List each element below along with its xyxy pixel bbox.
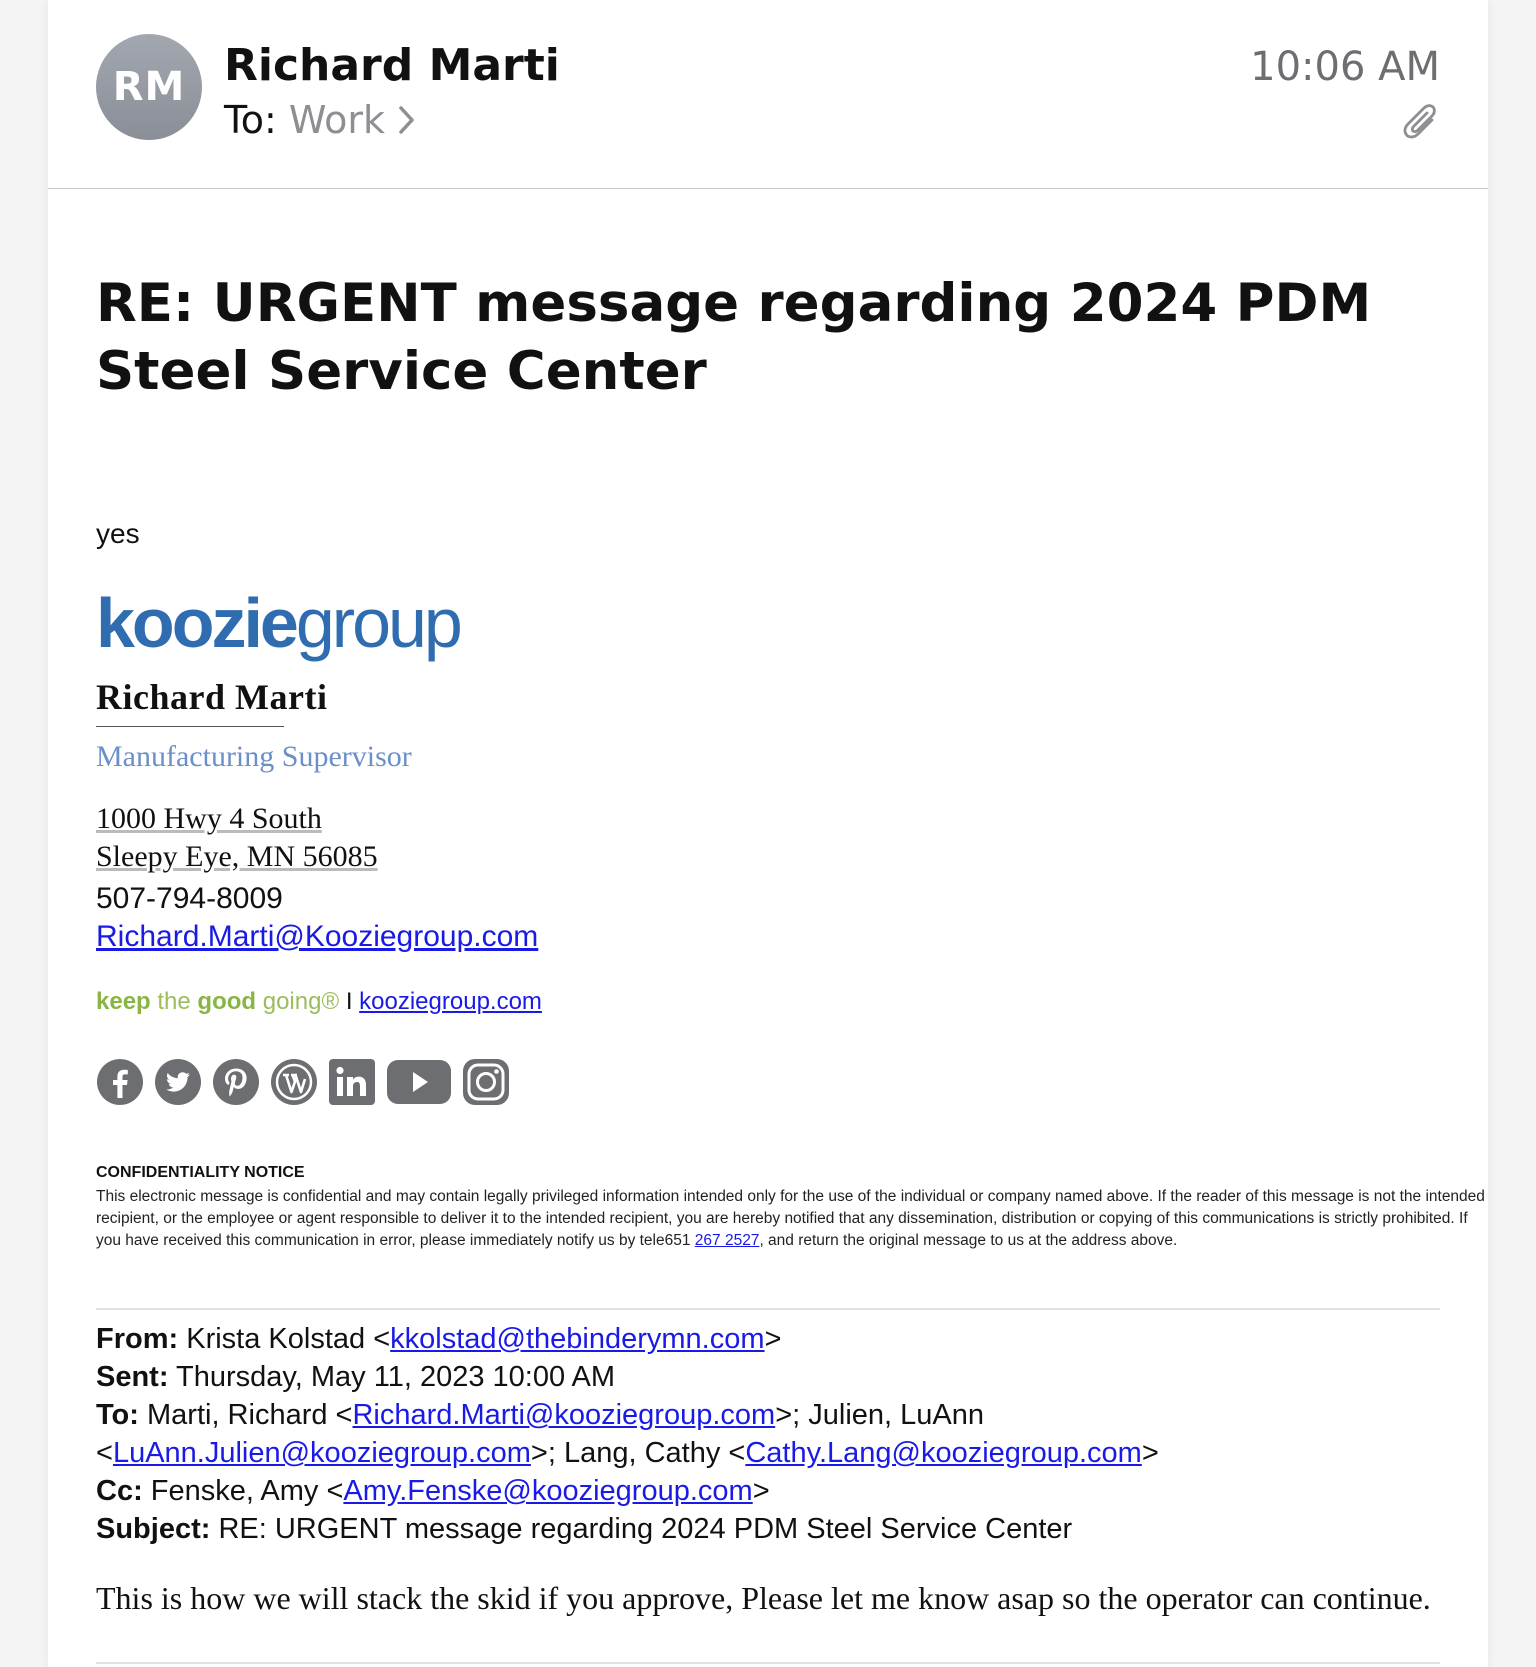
quoted-to-email-link-2[interactable]: LuAnn.Julien@kooziegroup.com [112, 1437, 531, 1469]
logo-bold-text: koozie [96, 584, 296, 662]
tagline-good: good [197, 988, 257, 1015]
quoted-cc-close: > [752, 1475, 770, 1507]
company-logo [96, 584, 460, 662]
quoted-to-line [96, 1396, 1456, 1472]
signature-name: Richard Marti [96, 677, 328, 717]
confidentiality-heading: CONFIDENTIALITY NOTICE [96, 1164, 305, 1181]
facebook-icon[interactable] [96, 1058, 144, 1106]
logo-light-text: group [295, 584, 460, 662]
paperclip-icon[interactable] [1402, 102, 1440, 142]
quoted-subject-value: RE: URGENT message regarding 2024 PDM Steel Service Center [218, 1513, 1073, 1545]
quoted-subject-line [96, 1510, 1456, 1548]
quoted-from-name: Krista Kolstad < [186, 1323, 391, 1355]
tagline-the: the [157, 988, 191, 1015]
tagline-keep: keep [96, 988, 151, 1015]
message-header [48, 0, 1488, 189]
confidentiality-text-after: , and return the original message to us at the address above. [759, 1232, 1178, 1249]
quoted-cc-label: Cc: [96, 1475, 143, 1507]
recipient-line[interactable] [224, 98, 417, 142]
email-message [48, 0, 1488, 1667]
quoted-from-email-link[interactable]: kkolstad@thebinderymn.com [390, 1323, 765, 1355]
signature-email-link[interactable]: Richard.Marti@Kooziegroup.com [96, 920, 539, 953]
message-body: yes [96, 518, 140, 549]
pinterest-icon[interactable] [212, 1058, 260, 1106]
confidentiality-text-before: This electronic message is confidential and may contain legally privileged information intended only for the use of the individual or company named above. If the reader of this message is not the intended recipient, or the employee or agent responsible to deliver it to the intended recipient, you are hereby notified that any dissemination, distribution or copying of this communications is strictly prohibited. If you have received this communication in error, please immediately notify us by tele651 [96, 1188, 1485, 1249]
quoted-sent-line [96, 1358, 1456, 1396]
confidentiality-phone-link[interactable]: 267 2527 [694, 1232, 760, 1249]
quoted-sent-value: Thursday, May 11, 2023 10:00 AM [176, 1361, 616, 1393]
quoted-divider [96, 1308, 1440, 1310]
quoted-to-email-link-3[interactable]: Cathy.Lang@kooziegroup.com [745, 1437, 1142, 1469]
youtube-icon[interactable] [386, 1058, 452, 1106]
social-links [96, 1058, 510, 1106]
quoted-from-close: > [764, 1323, 782, 1355]
quoted-cc-name: Fenske, Amy < [150, 1475, 344, 1507]
chevron-right-icon[interactable] [397, 104, 417, 136]
twitter-icon[interactable] [154, 1058, 202, 1106]
address-line-1[interactable]: 1000 Hwy 4 South [96, 802, 322, 835]
sender-name[interactable]: Richard Marti [224, 40, 560, 91]
quoted-to-email-link-1[interactable]: Richard.Marti@kooziegroup.com [352, 1399, 776, 1431]
linkedin-icon[interactable] [328, 1058, 376, 1106]
quoted-cc-email-link[interactable]: Amy.Fenske@kooziegroup.com [343, 1475, 753, 1507]
quoted-body: This is how we will stack the skid if you approve, Please let me know asap so the operator can continue. [96, 1580, 1431, 1616]
quoted-to-label: To: [96, 1399, 139, 1431]
signature-title: Manufacturing Supervisor [96, 740, 412, 773]
wordpress-icon[interactable] [270, 1058, 318, 1106]
signature-phone[interactable]: 507-794-8009 [96, 882, 283, 915]
bottom-divider [96, 1662, 1440, 1664]
address-line-2[interactable]: Sleepy Eye, MN 56085 [96, 840, 378, 873]
quoted-to-sep-2: >; Lang, Cathy < [530, 1437, 746, 1469]
message-time: 10:06 AM [1250, 44, 1440, 90]
signature-tagline [96, 988, 542, 1016]
quoted-header [96, 1320, 1456, 1548]
tagline-going: going® [262, 988, 340, 1015]
quoted-to-sep-1: >; Julien, LuAnn [775, 1399, 984, 1431]
quoted-to-open-2: < [96, 1437, 113, 1469]
message-subject: RE: URGENT message regarding 2024 PDM Steel Service Center [96, 273, 1372, 402]
quoted-subject-label: Subject: [96, 1513, 211, 1545]
tagline-separator: I [345, 988, 353, 1015]
quoted-to-close: > [1141, 1437, 1159, 1469]
instagram-icon[interactable] [462, 1058, 510, 1106]
quoted-from-label: From: [96, 1323, 179, 1355]
avatar[interactable]: RM [96, 34, 202, 140]
website-link[interactable]: kooziegroup.com [359, 988, 542, 1015]
signature-divider [96, 726, 284, 727]
quoted-to-name-1: Marti, Richard < [147, 1399, 353, 1431]
quoted-sent-label: Sent: [96, 1361, 169, 1393]
quoted-from-line [96, 1320, 1456, 1358]
confidentiality-text [96, 1186, 1486, 1252]
quoted-cc-line [96, 1472, 1456, 1510]
to-recipient[interactable]: Work [288, 98, 386, 142]
to-label: To: [224, 98, 277, 142]
